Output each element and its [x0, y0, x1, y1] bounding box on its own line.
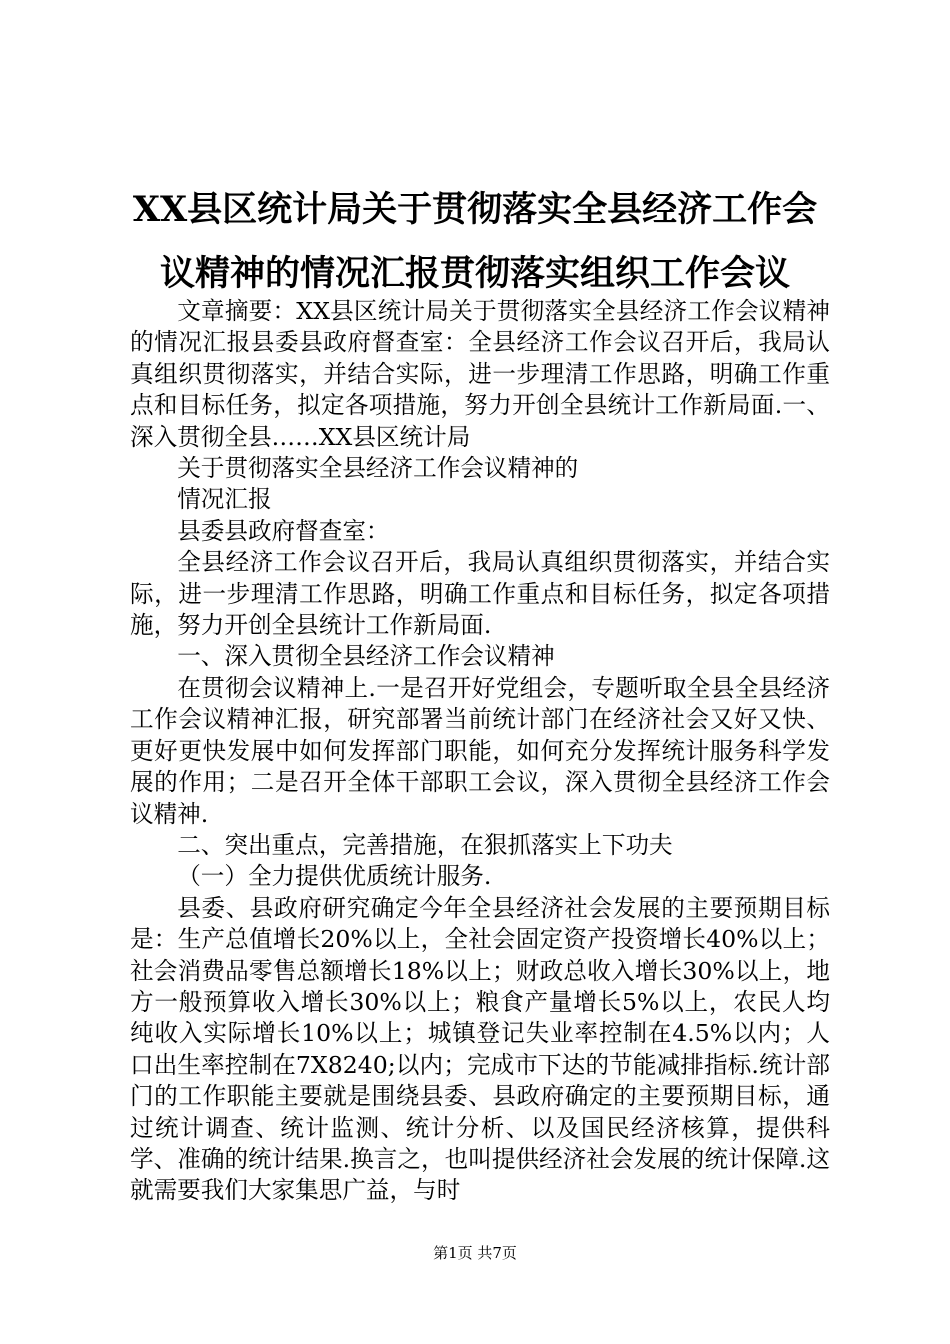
body-paragraph: 关于贯彻落实全县经济工作会议精神的 — [177, 454, 579, 483]
section-heading: 一、深入贯彻全县经济工作会议精神 — [177, 642, 555, 671]
body-paragraph: 县委、县政府研究确定今年全县经济社会发展的主要预期目标是：生产总值增长20%以上，全社会固定资产投资增长40%以上；社会消费品零售总额增长18%以上；财政总收入增长30%以上，地方一般预算收入增长30%以上；粮食产量增长5%以上，农民人均纯收入实际增长10%以上；城镇登记失业率控制在4.5%以内；人口出生率控制在7X8240;以内；完成市下达的节能减排指标.统计部门的工作职能主要就是围绕县委、县政府确定的主要预期目标，通过统计调查、统计监测、统计分析、以及国民经济核算，提供科学、准确的统计结果.换言之，也叫提供经济社会发展的统计保障.这就需要我们大家集思广益，与时 — [130, 893, 830, 1205]
abstract-paragraph: 文章摘要：XX县区统计局关于贯彻落实全县经济工作会议精神的情况汇报县委县政府督查室：全县经济工作会议召开后，我局认真组织贯彻落实，并结合实际，进一步理清工作思路，明确工作重点和目标任务，拟定各项措施，努力开创全县统计工作新局面.一、深入贯彻全县……XX县区统计局 — [130, 297, 830, 451]
title-line-1: XX县区统计局关于贯彻落实全县经济工作会 — [132, 189, 818, 230]
section-heading: 二、突出重点，完善措施，在狠抓落实上下功夫 — [177, 830, 673, 859]
salutation: 县委县政府督查室： — [177, 516, 390, 545]
subsection-heading: （一）全力提供优质统计服务. — [177, 862, 492, 891]
page-footer: 第1页 共7页 — [433, 1244, 517, 1262]
document-body — [130, 296, 830, 1207]
body-paragraph: 在贯彻会议精神上.一是召开好党组会，专题听取全县全县经济工作会议精神汇报，研究部署当前统计部门在经济社会又好又快、更好更快发展中如何发挥部门职能，如何充分发挥统计服务科学发展的作用；二是召开全体干部职工会议，深入贯彻全县经济工作会议精神. — [130, 673, 830, 828]
body-paragraph: 情况汇报 — [177, 485, 272, 514]
document-title — [90, 178, 860, 306]
title-line-2: 议精神的情况汇报贯彻落实组织工作会议 — [159, 253, 790, 294]
body-paragraph: 全县经济工作会议召开后，我局认真组织贯彻落实，并结合实际，进一步理清工作思路，明确工作重点和目标任务，拟定各项措施，努力开创全县统计工作新局面. — [130, 548, 830, 640]
